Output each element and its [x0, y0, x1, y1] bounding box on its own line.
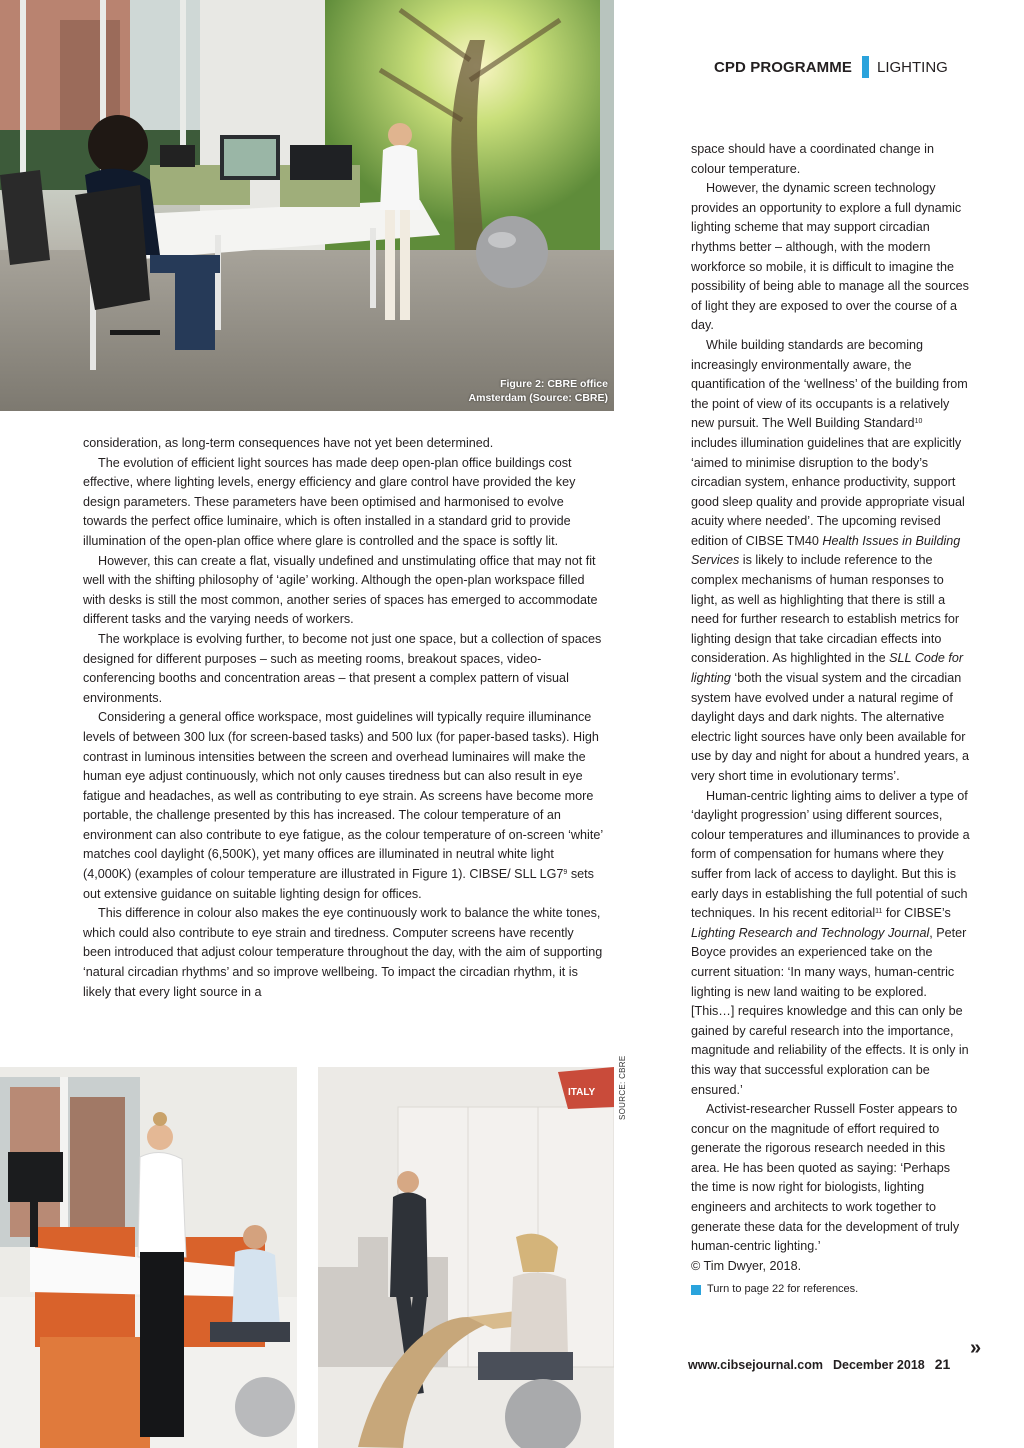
next-page-arrow-icon[interactable]: » — [970, 1337, 982, 1359]
office-illustration-top — [0, 0, 614, 411]
header-divider-bar — [862, 56, 869, 78]
references-note[interactable] — [691, 1280, 971, 1300]
text-run: Considering a general office workspace, most guidelines will typically require illuminance levels of between 300 lux (for screen-based tasks) and 500 lux (for paper-based tasks). High contrast in luminous intensities between the screen and overhead luminaires will make the human eye adjust continuously, which not only causes tiredness but can also result in eye fatigue and headaches, as well as contributing to eye strain. As screens have become more portable, the challenge presented by this has increased. The colour temperature of an environment can also contribute to eye fatigue, as the colour temperature of on-screen ‘white’ matches cool daylight (6,500K), yet many offices are illuminated in neutral white light (4,000K) (examples of colour temperature are illustrated in Figure 1). CIBSE/ SLL LG7 — [83, 710, 603, 882]
text-run: ‘both the visual system and the circadian system have evolved under a natural regime of daylight days and dark nights. The alternative electric light sources have only been available for use by day and night for about a hundred years, a very short time in evolutionary terms’. — [691, 671, 969, 783]
page-footer — [688, 1356, 950, 1374]
text-run: for CIBSE’s — [882, 906, 951, 921]
paragraph: However, the dynamic screen technology provides an opportunity to explore a full dynamic lighting scheme that may support circadian rhythms better – although, with the modern workforce so mobile, it is difficult to imagine the possibility of being able to manage all the sources of light they are exposed to over the course of a day. — [691, 181, 969, 333]
paragraph: Activist-researcher Russell Foster appears to concur on the magnitude of effort required to generate the rigorous research needed in this area. He has been quoted as saying: ‘Perhaps the time is now right for biologists, lighting engineers and architects to work together to generate these data for the development of truly human-centric lighting.’ — [691, 1102, 960, 1254]
paragraph — [691, 336, 971, 787]
caption-line-2: Amsterdam (Source: CBRE) — [468, 392, 608, 404]
text-run: sets out extensive guidance on suitable lighting design for offices. — [83, 867, 594, 901]
text-run: Human-centric lighting aims to deliver a type of ‘daylight progression’ using different sources, colour temperatures and illuminances to provide a form of compensation for humans where they suffer from lack of access to daylight. But this is early days in establishing the full potential of such techniques. In his recent editorial — [691, 788, 970, 921]
office-illustration-bottom-left — [0, 1067, 297, 1448]
copyright-line: © Tim Dwyer, 2018. — [691, 1258, 802, 1273]
text-run: While building standards are becoming increasingly environmentally aware, the quantification of the ‘wellness’ of the building from the point of view of its occupants is a relatively new pursuit. The Well Building Standard — [691, 337, 968, 431]
source-credit-text: SOURCE: CBRE — [618, 1055, 627, 1120]
header-section: LIGHTING — [876, 58, 948, 76]
reference-marker: 11 — [875, 908, 883, 916]
figure-2-photo — [0, 0, 614, 411]
footer-date: December 2018 — [833, 1358, 925, 1372]
publication-title: Lighting Research and Technology Journal — [691, 925, 930, 940]
header-programme: CPD PROGRAMME — [714, 58, 852, 76]
bullet-square-icon — [691, 1285, 701, 1295]
paragraph: space should have a coordinated change in colour temperature. — [691, 142, 934, 176]
photo-source-credit — [617, 1055, 631, 1160]
breakout-space-photo — [318, 1067, 614, 1448]
paragraph: This difference in colour also makes the eye continuously work to balance the white tones, which could also contribute to eye strain and tiredness. Computer screens have recently been introduced that adjust colour temperature throughout the day, with the aim of supporting ‘natural circadian rhythms’ and so improve wellbeing. To impact the circadian rhythm, it is likely that every light source in a — [83, 906, 603, 999]
paragraph: The workplace is evolving further, to become not just one space, but a collection of spaces designed for different purposes – such as meeting rooms, breakout spaces, video-conferencing booths and concentration areas – that present a complex pattern of visual environments. — [83, 631, 602, 705]
figure-2-caption — [469, 377, 608, 405]
reference-marker: 9 — [563, 869, 568, 877]
caption-line-1: Figure 2: CBRE office — [500, 378, 608, 390]
text-run: includes illumination guidelines that are explicitly ‘aimed to minimise disruption to the body’s circadian system, enhance productivity, support good sleep quality and provide appropriate visual acuity where needed’. The upcoming revised edition of CIBSE TM40 — [691, 435, 965, 548]
footer-url[interactable]: www.cibsejournal.com — [688, 1358, 823, 1372]
paragraph: consideration, as long-term consequences have not yet been determined. — [83, 436, 494, 450]
office-illustration-bottom-right — [318, 1067, 614, 1448]
standing-desk-photo — [0, 1067, 297, 1448]
running-header — [714, 56, 948, 78]
reference-marker: 10 — [914, 418, 923, 426]
paragraph — [691, 787, 971, 1101]
paragraph: However, this can create a flat, visually undefined and unstimulating office that may not fit well with the shifting philosophy of ‘agile’ working. Although the open-plan workspace filled with desks is still the most common, another series of spaces has emerged to accommodate different tasks and the varying needs of workers. — [83, 553, 598, 627]
signage-text: ITALY — [568, 1087, 596, 1098]
body-column-right — [691, 140, 971, 1300]
publication-title: SLL Code for lighting — [691, 651, 964, 686]
publication-title: Health Issues in Building Services — [691, 533, 961, 568]
paragraph — [83, 708, 603, 904]
body-column-left — [83, 434, 603, 1002]
text-run: , Peter Boyce provides an experienced take on the current situation: ‘In many ways, human-centric lighting is new land waiting to be explored. [This…] requires knowledge and this can only be gained by careful research into the importance, magnitude and reliability of the effects. It is only in this way that successful exploration can be ensured.’ — [691, 925, 969, 1097]
references-note-text: Turn to page 22 for references. — [707, 1283, 859, 1296]
text-run: is likely to include reference to the complex mechanisms of human responses to light, as well as highlighting that there is still a need for further research to establish metrics for lighting design that take circadian effects into consideration. As highlighted in the — [691, 553, 960, 666]
paragraph: The evolution of efficient light sources has made deep open-plan office buildings cost effective, where lighting levels, energy efficiency and glare control have provided the key design parameters. These parameters have been optimised and harmonised to evolve towards the perfect office luminaire, which is often installed in a standard grid to provide illumination of the open-plan office where glare is controlled and the space is softly lit. — [83, 455, 576, 548]
page-number: 21 — [934, 1356, 951, 1372]
